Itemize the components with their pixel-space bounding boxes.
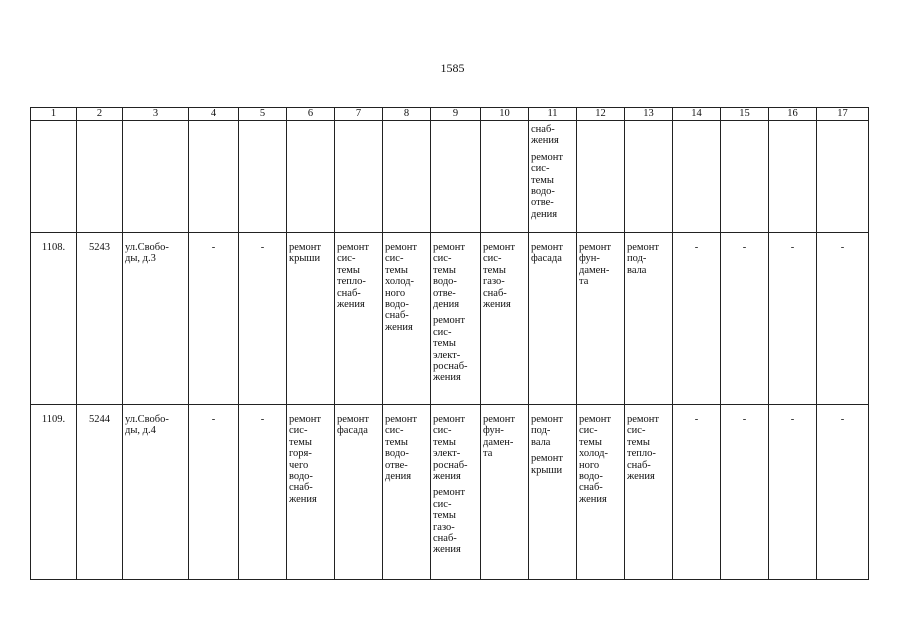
cell-text-line: тепло-: [627, 448, 656, 460]
cell-text-line: жения: [627, 471, 655, 483]
table-cell: [287, 121, 335, 233]
table-cell: [77, 405, 123, 580]
cell-text-line: ды, д.4: [125, 425, 156, 437]
cell-text-block: [125, 414, 186, 437]
cell-text-line: ного: [385, 287, 406, 299]
table-cell: [383, 405, 431, 580]
cell-text-line: жения: [385, 321, 413, 333]
cell-text-line: ремонт: [627, 414, 660, 425]
column-header: 10: [481, 108, 529, 121]
cell-text-line: сис-: [385, 253, 404, 265]
cell-text-line: сис-: [433, 326, 452, 338]
cell-text-line: вала: [531, 436, 551, 448]
cell-text-line: снаб-: [579, 482, 603, 494]
cell-text-line: ного: [579, 459, 600, 471]
cell-text-block: [531, 242, 574, 265]
cell-text-block: [579, 242, 622, 288]
cell-text-block: [433, 315, 478, 383]
cell-text-line: снаб-: [289, 482, 313, 494]
cell-text-line: ремонт: [579, 242, 612, 253]
cell-text-line: сис-: [385, 425, 404, 437]
table-cell: [625, 233, 673, 405]
cell-text-block: [241, 242, 284, 253]
cell-text-block: [723, 414, 766, 425]
table-cell: [123, 233, 189, 405]
cell-text-block: [531, 152, 574, 220]
table-cell: [189, 405, 239, 580]
cell-text-line: жения: [289, 493, 317, 505]
cell-text-line: та: [483, 448, 493, 460]
column-header: 4: [189, 108, 239, 121]
cell-text-line: газо-: [433, 521, 455, 533]
table-cell: [335, 233, 383, 405]
table-cell: [769, 121, 817, 233]
table-cell: [239, 121, 287, 233]
cell-text-line: ремонт: [531, 414, 564, 425]
table-cell: [577, 121, 625, 233]
cell-text-line: темы: [385, 264, 408, 276]
cell-text-line: под-: [531, 425, 551, 437]
cell-text-line: ремонт: [433, 414, 466, 425]
cell-text-block: [723, 242, 766, 253]
cell-text-block: [579, 414, 622, 505]
cell-text-line: жения: [433, 544, 461, 556]
cell-text-line: -: [742, 242, 747, 253]
cell-text-block: [385, 242, 428, 333]
table-cell: [673, 233, 721, 405]
cell-text-block: [433, 487, 478, 555]
cell-text-block: [819, 242, 866, 253]
cell-text-line: вала: [627, 264, 647, 276]
cell-text-line: водо-: [433, 276, 457, 288]
cell-text-line: снаб-: [385, 310, 409, 322]
cell-text-block: [289, 414, 332, 505]
table-cell: [529, 405, 577, 580]
cell-text-line: ремонт: [385, 242, 418, 253]
table-cell: [287, 405, 335, 580]
cell-text-line: ул.Свобо-: [125, 242, 169, 253]
column-header: 16: [769, 108, 817, 121]
cell-text-block: [385, 414, 428, 482]
cell-text-line: снаб-: [483, 287, 507, 299]
data-table: [30, 107, 869, 580]
cell-text-line: -: [742, 414, 747, 425]
table-cell: [769, 405, 817, 580]
cell-text-line: фун-: [483, 425, 504, 437]
header-row: [31, 108, 869, 121]
cell-text-line: холод-: [579, 448, 608, 460]
cell-text-line: жения: [579, 493, 607, 505]
table-cell: [31, 121, 77, 233]
cell-text-line: ремонт: [337, 242, 370, 253]
cell-text-line: -: [694, 414, 699, 425]
cell-text-line: сис-: [433, 253, 452, 265]
cell-text-line: водо-: [385, 448, 409, 460]
cell-text-line: дения: [433, 299, 460, 311]
cell-text-line: темы: [579, 436, 602, 448]
cell-text-line: снаб-: [531, 124, 555, 135]
cell-text-line: ремонт: [385, 414, 418, 425]
cell-text-line: жения: [433, 471, 461, 483]
cell-text-line: темы: [289, 436, 312, 448]
cell-text-line: темы: [337, 264, 360, 276]
cell-text-line: -: [694, 242, 699, 253]
cell-text-line: ремонт: [531, 151, 564, 163]
column-header: 1: [31, 108, 77, 121]
cell-text-line: крыши: [289, 253, 321, 265]
cell-text-block: [33, 414, 74, 425]
cell-text-line: темы: [433, 264, 456, 276]
cell-text-line: темы: [433, 510, 456, 522]
cell-text-line: ремонт: [531, 453, 564, 465]
column-header: 3: [123, 108, 189, 121]
cell-text-line: темы: [433, 436, 456, 448]
cell-text-line: -: [840, 242, 845, 253]
cell-text-line: чего: [289, 459, 309, 471]
table-header: [31, 108, 869, 121]
cell-text-line: водо-: [385, 299, 409, 311]
table-cell: [431, 121, 481, 233]
table-cell: [721, 405, 769, 580]
cell-text-line: водо-: [531, 186, 555, 198]
cell-text-line: роснаб-: [433, 361, 468, 373]
cell-text-block: [771, 242, 814, 253]
cell-text-line: -: [840, 414, 845, 425]
table-cell: [721, 233, 769, 405]
cell-text-block: [675, 242, 718, 253]
column-header: 9: [431, 108, 481, 121]
cell-text-block: [337, 242, 380, 310]
table-cell: [189, 121, 239, 233]
cell-text-block: [531, 124, 574, 147]
cell-text-line: ремонт: [483, 242, 516, 253]
cell-text-block: [771, 414, 814, 425]
cell-text-line: -: [790, 414, 795, 425]
cell-text-line: ремонт: [433, 242, 466, 253]
cell-text-line: водо-: [289, 471, 313, 483]
table-cell: [31, 405, 77, 580]
column-header: 7: [335, 108, 383, 121]
cell-text-line: ремонт: [289, 414, 322, 425]
cell-text-block: [483, 242, 526, 310]
table-cell: [335, 121, 383, 233]
table-cell: [481, 233, 529, 405]
cell-text-block: [483, 414, 526, 460]
cell-text-block: [627, 242, 670, 276]
column-header: 13: [625, 108, 673, 121]
cell-text-line: -: [260, 242, 265, 253]
column-header: 12: [577, 108, 625, 121]
cell-text-line: ремонт: [337, 414, 370, 425]
cell-text-line: сис-: [289, 425, 308, 437]
cell-text-line: снаб-: [337, 287, 361, 299]
cell-text-line: -: [260, 414, 265, 425]
cell-text-block: [819, 414, 866, 425]
table-cell: [673, 405, 721, 580]
cell-text-line: 5244: [89, 414, 110, 425]
cell-text-line: дамен-: [579, 264, 610, 276]
cell-text-line: сис-: [579, 425, 598, 437]
cell-text-line: ул.Свобо-: [125, 414, 169, 425]
cell-text-line: темы: [385, 436, 408, 448]
cell-text-line: жения: [483, 299, 511, 311]
cell-text-block: [79, 242, 120, 253]
cell-text-line: -: [790, 242, 795, 253]
table-row: [31, 405, 869, 580]
table-cell: [239, 405, 287, 580]
cell-text-line: сис-: [531, 163, 550, 175]
cell-text-line: темы: [531, 174, 554, 186]
column-header: 11: [529, 108, 577, 121]
cell-text-block: [191, 414, 236, 425]
cell-text-line: ремонт: [627, 242, 660, 253]
table-cell: [673, 121, 721, 233]
cell-text-line: дения: [385, 471, 412, 483]
page-number: 1585: [440, 61, 465, 75]
column-header: 5: [239, 108, 287, 121]
table-cell: [383, 121, 431, 233]
cell-text-block: [125, 242, 186, 265]
cell-text-line: сис-: [433, 498, 452, 510]
table-cell: [529, 121, 577, 233]
column-header: 6: [287, 108, 335, 121]
cell-text-line: 1108.: [41, 242, 66, 253]
table-cell: [31, 233, 77, 405]
table-cell: [335, 405, 383, 580]
column-header: 17: [817, 108, 869, 121]
table-cell: [77, 233, 123, 405]
table-cell: [625, 121, 673, 233]
table-cell: [577, 233, 625, 405]
cell-text-line: темы: [627, 436, 650, 448]
cell-text-line: фасада: [531, 253, 562, 265]
cell-text-line: ремонт: [289, 242, 322, 253]
table-cell: [189, 233, 239, 405]
cell-text-line: отве-: [531, 197, 554, 209]
cell-text-line: сис-: [337, 253, 356, 265]
cell-text-line: дамен-: [483, 436, 514, 448]
cell-text-line: -: [211, 414, 216, 425]
table-cell: [817, 405, 869, 580]
cell-text-line: сис-: [627, 425, 646, 437]
cell-text-block: [531, 414, 574, 448]
cell-text-line: ремонт: [579, 414, 612, 425]
cell-text-line: темы: [483, 264, 506, 276]
table-cell: [625, 405, 673, 580]
cell-text-line: жения: [337, 299, 365, 311]
cell-text-line: 1109.: [41, 414, 66, 425]
cell-text-block: [191, 242, 236, 253]
cell-text-line: та: [579, 276, 589, 288]
cell-text-line: снаб-: [433, 533, 457, 545]
table-cell: [239, 233, 287, 405]
cell-text-line: сис-: [433, 425, 452, 437]
table-cell: [769, 233, 817, 405]
cell-text-block: [33, 242, 74, 253]
cell-text-block: [433, 242, 478, 310]
cell-text-line: сис-: [483, 253, 502, 265]
table-cell: [529, 233, 577, 405]
cell-text-block: [531, 453, 574, 476]
table-cell: [123, 405, 189, 580]
cell-text-line: -: [211, 242, 216, 253]
table-cell: [383, 233, 431, 405]
cell-text-block: [79, 414, 120, 425]
table-cell: [721, 121, 769, 233]
table-cell: [817, 121, 869, 233]
table-cell: [287, 233, 335, 405]
cell-text-line: горя-: [289, 448, 312, 460]
cell-text-line: темы: [433, 338, 456, 350]
cell-text-line: под-: [627, 253, 647, 265]
cell-text-line: ремонт: [531, 242, 564, 253]
cell-text-line: 5243: [89, 242, 110, 253]
cell-text-line: роснаб-: [433, 459, 468, 471]
table-row: [31, 121, 869, 233]
cell-text-line: газо-: [483, 276, 505, 288]
cell-text-line: холод-: [385, 276, 414, 288]
cell-text-line: отве-: [433, 287, 456, 299]
cell-text-line: снаб-: [627, 459, 651, 471]
cell-text-block: [627, 414, 670, 482]
cell-text-line: водо-: [579, 471, 603, 483]
table-cell: [123, 121, 189, 233]
table-cell: [481, 121, 529, 233]
cell-text-line: фасада: [337, 425, 368, 437]
cell-text-line: жения: [433, 372, 461, 384]
cell-text-block: [241, 414, 284, 425]
cell-text-line: ды, д.3: [125, 253, 156, 265]
cell-text-line: тепло-: [337, 276, 366, 288]
cell-text-line: ремонт: [433, 315, 466, 327]
table-cell: [481, 405, 529, 580]
cell-text-line: отве-: [385, 459, 408, 471]
table-row: [31, 233, 869, 405]
column-header: 15: [721, 108, 769, 121]
table-cell: [77, 121, 123, 233]
cell-text-line: фун-: [579, 253, 600, 265]
cell-text-line: ремонт: [483, 414, 516, 425]
cell-text-line: жения: [531, 135, 559, 147]
cell-text-line: крыши: [531, 464, 563, 476]
cell-text-line: дения: [531, 208, 558, 220]
table-cell: [817, 233, 869, 405]
column-header: 2: [77, 108, 123, 121]
cell-text-line: ремонт: [433, 487, 466, 499]
table-cell: [577, 405, 625, 580]
cell-text-block: [433, 414, 478, 482]
cell-text-block: [337, 414, 380, 437]
column-header: 14: [673, 108, 721, 121]
cell-text-line: элект-: [433, 349, 461, 361]
cell-text-block: [289, 242, 332, 265]
cell-text-line: элект-: [433, 448, 461, 460]
column-header: 8: [383, 108, 431, 121]
table-cell: [431, 405, 481, 580]
cell-text-block: [675, 414, 718, 425]
table-cell: [431, 233, 481, 405]
table-body: [31, 121, 869, 580]
